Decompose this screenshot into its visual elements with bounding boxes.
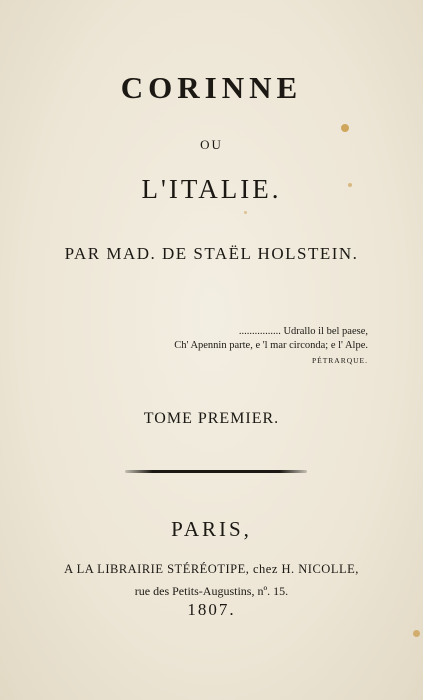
foxing-spot	[413, 630, 420, 637]
foxing-spot	[244, 211, 247, 214]
book-subtitle: L'ITALIE.	[141, 174, 282, 204]
imprint-year: 1807.	[187, 600, 236, 619]
volume-label: TOME PREMIER.	[143, 410, 280, 427]
title-connector: OU	[200, 137, 223, 152]
author-line: PAR MAD. DE STAËL HOLSTEIN.	[64, 244, 359, 263]
divider-rule	[125, 470, 307, 473]
imprint-publisher: A LA LIBRAIRIE STÉRÉOTIPE, chez H. NICOLLE,	[64, 562, 359, 576]
epigraph-line-2: Ch' Apennin parte, e 'l mar circonda; e l' Alpe.	[174, 340, 368, 351]
imprint-address: rue des Petits-Augustins, nº. 15.	[134, 584, 289, 598]
epigraph-attribution: PÉTRARQUE.	[311, 356, 368, 365]
imprint-city: PARIS,	[171, 517, 252, 541]
foxing-spot	[348, 183, 352, 187]
book-title: CORINNE	[120, 70, 303, 105]
foxing-spot	[341, 124, 349, 132]
epigraph-line-1: ................ Udrallo il bel paese,	[238, 326, 368, 337]
